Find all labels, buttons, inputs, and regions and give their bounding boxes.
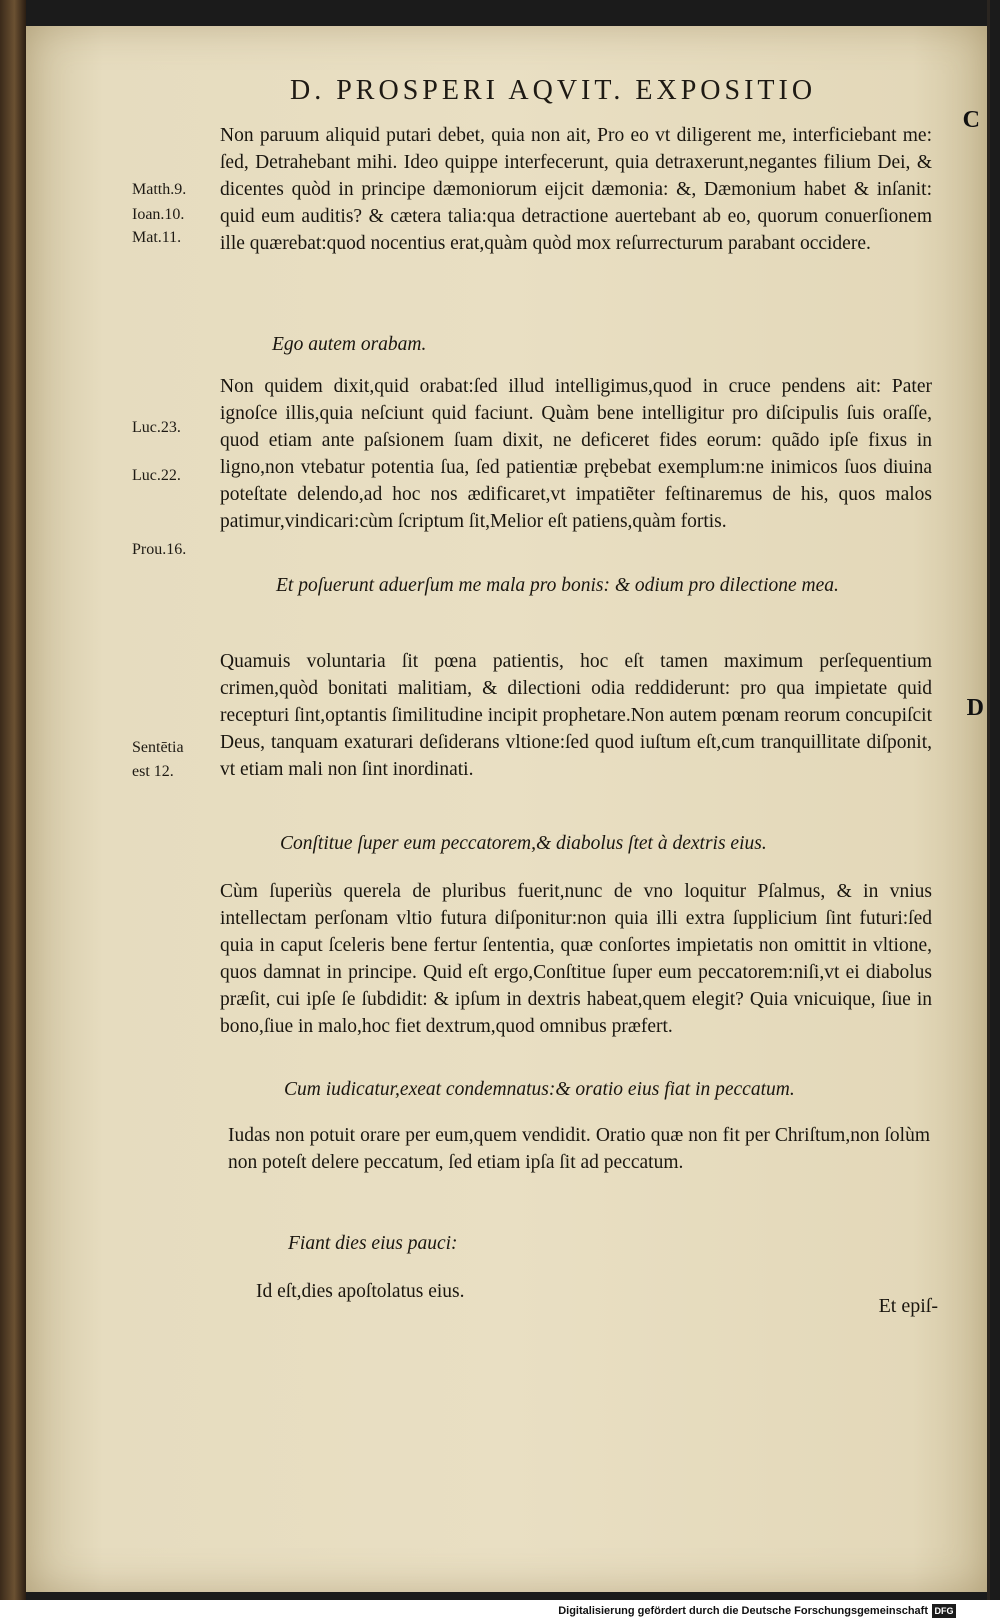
margin-letter-c: C (962, 107, 980, 133)
lemma-3: Conſtitue ſuper eum peccatorem,& diabolus ſtet à dextris eius. (280, 833, 767, 854)
page-edge-shadow (987, 0, 990, 1600)
side-note-mat: Mat.11. (132, 229, 182, 246)
running-head: D. PROSPERI AQVIT. EXPOSITIO (290, 75, 817, 106)
paragraph-4: Cùm ſuperiùs querela de pluribus fuerit,nunc de vno loquitur Pſalmus, & in vnius intellectam perſonam vltio futura diſponitur:non quia illi extra ſupplicium ſint futuri:ſed quia in caput ſceleris bene fertur ſententia, quæ conſortes impietatis non omittit in vltione, quos damnat in principe. Quid eſt ergo,Conſtitue ſuper eum peccatorem:niſi,vt ei diabolus præſit, cui ipſe ſe ſubdidit: & ipſum in dextris habeat,quem elegit? Quia vnicuique, ſiue in bono,ſiue in malo,hoc fiet dextrum,quod omnibus præfert. (220, 881, 932, 1037)
lemma-4: Cum iudicatur,exeat condemnatus:& oratio eius fiat in peccatum. (284, 1079, 795, 1100)
book-page (26, 26, 990, 1592)
margin-letter-d: D (966, 695, 984, 721)
paragraph-6: Id eſt,dies apoſtolatus eius. (256, 1281, 465, 1302)
footer-credit: Digitalisierung gefördert durch die Deutsche Forschungsgemeinschaft (558, 1605, 928, 1617)
side-note-luc-22: Luc.22. (132, 467, 181, 484)
side-note-prou: Prou.16. (132, 541, 187, 558)
side-note-sententia: Sentētia (132, 739, 184, 756)
catchword: Et epiſ- (878, 1295, 938, 1317)
lemma-2: Et poſuerunt aduerſum me mala pro bonis: & odium pro dilectione mea. (276, 575, 839, 596)
side-note-matth: Matth.9. (132, 181, 187, 198)
paragraph-1: Non paruum aliquid putari debet, quia non ait, Pro eo vt diligerent me, interficiebant me: ſed, Detrahebant mihi. Ideo quippe interfecerunt, quia detraxerunt,negantes filium Dei, & dicentes quòd in principe dæmoniorum eijcit dæmonia: &, Dæmonium habet & inſanit: quid eum auditis? & cætera talia:qua detractione auertebant ab eo, quorum conuerſionem ille quærebat:quod nocentius erat,quàm quòd mox reſurrecturum parabant occidere. (220, 125, 932, 254)
side-note-est: est 12. (132, 763, 174, 780)
paragraph-2: Non quidem dixit,quid orabat:ſed illud intelligimus,quod in cruce pendens ait: Pater ignoſce illis,quia neſciunt quid faciunt. Quàm bene intelligitur pro diſcipulis ſuis oraſſe, quod etiam ante paſsionem ſuam dixit, ne deficeret fides eorum: quãdo ipſe fixus in ligno,non vtebatur potentia ſua, ſed patientiæ prębebat exemplum:ne inimicos ſuos diuina poteſtate delendo,ad hoc nos ædificaret,vt impatiẽter feſtinaremus de his, quos malos patimur,vindicari:cùm ſcriptum ſit,Melior eſt patiens,quàm fortis. (220, 376, 932, 532)
lemma-5: Fiant dies eius pauci: (288, 1233, 458, 1254)
paragraph-3: Quamuis voluntaria ſit pœna patientis, hoc eſt tamen maximum perſequentium crimen,quòd bonitati malitiam, & dilectioni odia reddiderunt: pro qua impietate quid recepturi ſint,optantis ſimilitudine incipit prophetare.Non autem pœnam reorum concupiſcit Deus, tanquam exaturari deſiderans vltione:ſed quod iuſtum eſt,cum tranquillitate diſponit, vt etiam mali non ſint inordinati. (220, 651, 932, 780)
side-note-luc-23: Luc.23. (132, 419, 181, 436)
dfg-logo: DFG (932, 1604, 956, 1618)
lemma-1: Ego autem orabam. (272, 334, 427, 355)
side-note-ioan: Ioan.10. (132, 206, 185, 223)
paragraph-5: Iudas non potuit orare per eum,quem vendidit. Oratio quæ non fit per Chriſtum,non ſolùm non poteſt delere peccatum, ſed etiam ipſa ſit ad peccatum. (228, 1125, 930, 1173)
book-binding-edge (0, 0, 26, 1600)
